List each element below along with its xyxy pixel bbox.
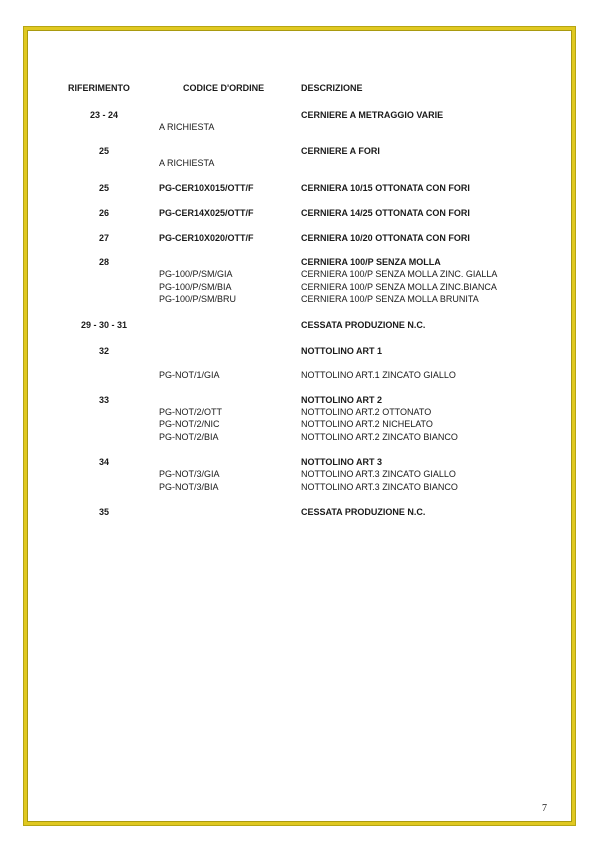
ref-27: 27 bbox=[98, 233, 109, 243]
header-riferimento: RIFERIMENTO bbox=[68, 83, 130, 93]
desc-cessata-produzione: CESSATA PRODUZIONE N.C. bbox=[301, 320, 426, 330]
ref-35: 35 bbox=[98, 507, 109, 517]
ref-23-24: 23 - 24 bbox=[89, 110, 119, 120]
code-pg-not-2-ott: PG-NOT/2/OTT bbox=[159, 407, 222, 417]
desc-nottolino-3-giallo: NOTTOLINO ART.3 ZINCATO GIALLO bbox=[301, 469, 456, 479]
desc-nottolino-2-nichelato: NOTTOLINO ART.2 NICHELATO bbox=[301, 419, 433, 429]
code-pg-not-1-gia: PG-NOT/1/GIA bbox=[159, 370, 220, 380]
desc-cerniera-10-15: CERNIERA 10/15 OTTONATA CON FORI bbox=[301, 183, 470, 193]
desc-cessata-produzione: CESSATA PRODUZIONE N.C. bbox=[301, 507, 426, 517]
code-pg-100-gia: PG-100/P/SM/GIA bbox=[159, 269, 233, 279]
code-pg-cer10x020: PG-CER10X020/OTT/F bbox=[159, 233, 254, 243]
desc-nottolino-art1: NOTTOLINO ART 1 bbox=[301, 346, 382, 356]
desc-nottolino-3-bianco: NOTTOLINO ART.3 ZINCATO BIANCO bbox=[301, 482, 458, 492]
desc-nottolino-2-bianco: NOTTOLINO ART.2 ZINCATO BIANCO bbox=[301, 432, 458, 442]
desc-nottolino-1-giallo: NOTTOLINO ART.1 ZINCATO GIALLO bbox=[301, 370, 456, 380]
header-descrizione: DESCRIZIONE bbox=[301, 83, 363, 93]
desc-nottolino-2-ottonato: NOTTOLINO ART.2 OTTONATO bbox=[301, 407, 432, 417]
ref-25: 25 bbox=[98, 183, 109, 193]
code-pg-not-3-bia: PG-NOT/3/BIA bbox=[159, 482, 219, 492]
desc-cerniera-14-25: CERNIERA 14/25 OTTONATA CON FORI bbox=[301, 208, 470, 218]
ref-29-30-31: 29 - 30 - 31 bbox=[80, 320, 128, 330]
desc-cerniere-fori: CERNIERE A FORI bbox=[301, 146, 380, 156]
ref-26: 26 bbox=[98, 208, 109, 218]
ref-33: 33 bbox=[98, 395, 109, 405]
desc-cerniere-metraggio: CERNIERE A METRAGGIO VARIE bbox=[301, 110, 444, 120]
desc-100p-brunita: CERNIERA 100/P SENZA MOLLA BRUNITA bbox=[301, 294, 479, 304]
desc-100p-bianca: CERNIERA 100/P SENZA MOLLA ZINC.BIANCA bbox=[301, 282, 497, 292]
code-pg-100-bru: PG-100/P/SM/BRU bbox=[159, 294, 237, 304]
code-pg-not-2-nic: PG-NOT/2/NIC bbox=[159, 419, 220, 429]
desc-nottolino-art2: NOTTOLINO ART 2 bbox=[301, 395, 382, 405]
page-number: 7 bbox=[542, 803, 547, 814]
code-pg-cer14x025: PG-CER14X025/OTT/F bbox=[159, 208, 254, 218]
code-a-richiesta: A RICHIESTA bbox=[159, 122, 215, 132]
ref-34: 34 bbox=[98, 457, 109, 467]
ref-28: 28 bbox=[98, 257, 109, 267]
code-pg-100-bia: PG-100/P/SM/BIA bbox=[159, 282, 232, 292]
code-pg-cer10x015: PG-CER10X015/OTT/F bbox=[159, 183, 254, 193]
desc-100p-gialla: CERNIERA 100/P SENZA MOLLA ZINC. GIALLA bbox=[301, 269, 498, 279]
header-codice-ordine: CODICE D'ORDINE bbox=[183, 83, 265, 93]
desc-cerniera-100p: CERNIERA 100/P SENZA MOLLA bbox=[301, 257, 441, 267]
ref-32: 32 bbox=[98, 346, 109, 356]
code-pg-not-2-bia: PG-NOT/2/BIA bbox=[159, 432, 219, 442]
desc-nottolino-art3: NOTTOLINO ART 3 bbox=[301, 457, 382, 467]
code-pg-not-3-gia: PG-NOT/3/GIA bbox=[159, 469, 220, 479]
code-a-richiesta: A RICHIESTA bbox=[159, 158, 215, 168]
desc-cerniera-10-20: CERNIERA 10/20 OTTONATA CON FORI bbox=[301, 233, 470, 243]
ref-25: 25 bbox=[98, 146, 109, 156]
